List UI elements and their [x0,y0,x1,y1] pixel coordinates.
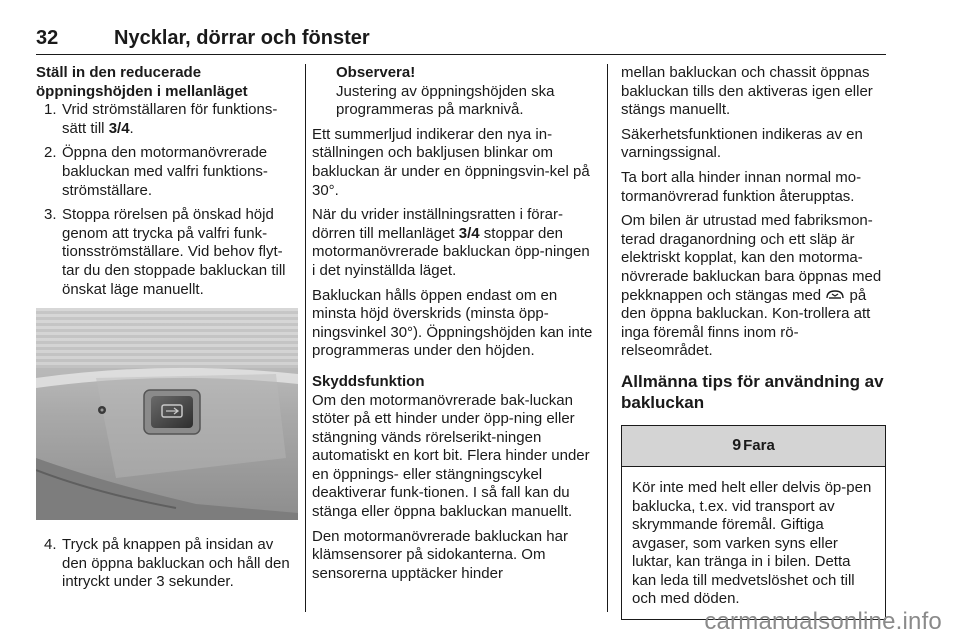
step-number: 2. [44,144,57,162]
note-text: Justering av öppningshöjden ska programmeras på marknivå. [336,82,555,119]
page-number: 32 [36,27,59,49]
subheading-protection: Skyddsfunktion [312,372,425,390]
paragraph-remove-obstacles: Ta bort alla hinder innan normal mo-tormanövrerad funktion återupptas. [621,168,862,205]
step-4 [36,536,298,592]
danger-text: Kör inte med helt eller delvis öp-pen baklucka, t.ex. vid transport av skrymmande föremål. Giftiga avgaser, som varken syns eller luktar, kan tränga in i bilen. Detta kan leda till medvetslöshet och till och med döden. [632,478,872,608]
section-heading-line1: Ställ in den reducerade [36,64,202,81]
step-number: 4. [44,536,57,554]
step-3 [36,206,298,299]
column-1 [36,64,298,598]
column-2 [312,64,596,589]
section-heading-line2: öppningshöjden i mellanläget [36,82,248,100]
paragraph-obstacle: Om den motormanövrerade bak-luckan stöter på ett hinder under öpp-ning eller stängning vänds rörelserikt-ningen automatiskt en kort bit. Flera hinder under en öppnings- eller stängningscykel deaktiverar funk-tionen. I så fall kan du stänga eller öppna bakluckan manuellt. [312,391,590,521]
danger-icon: 9 [732,436,742,454]
step-text: Vrid strömställaren för funktions-sätt till 3/4. [62,101,278,137]
danger-warning-box [621,425,886,620]
paragraph-warning-signal: Säkerhetsfunktionen indikeras av en varningssignal. [621,125,863,162]
tailgate-button-illustration [36,308,298,520]
page-header [36,26,886,55]
column-divider [607,64,608,612]
paragraph-sensors: Den motormanövrerade bakluckan har klämsensorer på sidokanterna. Om sensorerna upptäcker hinder [312,527,568,582]
steps-list [36,101,298,299]
section-title-tips: Allmänna tips för användning av bakluckan [621,371,884,412]
setting-3-4: 3/4 [458,224,480,242]
column-divider [305,64,306,612]
step-1 [36,101,298,138]
steps-list-continued [36,536,298,592]
setting-3-4: 3/4 [108,119,130,137]
step-text: Stoppa rörelsen på önskad höjd genom att trycka på valfri funk-tionsströmställare. Vid behov flyt-tar du den stoppade bakluckan till önskat läge manuellt. [62,206,286,298]
note-block [312,64,596,120]
danger-title: Fara [743,436,775,454]
close-button-icon [825,288,845,302]
paragraph-min-height: Bakluckan hålls öppen endast om en minsta höjd överskrids (minsta öpp-ningsvinkel 30°). Öppningshöjden kan inte programmeras under den höjden. [312,286,593,360]
column-3 [621,64,886,620]
paragraph-buzzer: Ett summerljud indikerar den nya in-ställningen och bakljusen blinkar om bakluckan är under en öppningsvin-kel på 30°. [312,125,590,199]
step-text: Tryck på knappen på insidan av den öppna bakluckan och håll den intryckt under 3 sekunder. [62,536,290,591]
step-number: 3. [44,206,57,224]
step-number: 1. [44,101,57,119]
paragraph-driver-door: När du vrider inställningsratten i förar-dörren till mellanläget 3/4 stoppar den motormanövrerade bakluckan öpp-ningen i det nyinställda läget. [312,206,590,279]
paragraph-chassis: mellan bakluckan och chassit öppnas bakluckan tills den aktiveras igen eller stängs manuellt. [621,64,873,119]
watermark: carmanualsonline.info [704,608,942,635]
step-2 [36,144,298,200]
step-text: Öppna den motormanövrerade bakluckan med valfri funktions-strömställare. [62,144,268,199]
note-title: Observera! [336,64,416,81]
paragraph-towing: Om bilen är utrustad med fabriksmon-terad draganordning och ett släp är elektriskt kopplat, kan den motorma-növrerade bakluckan bara öppnas med pekknappen och stängas med på den öppna bakluckan. Kon-trollera att inga föremål finns inom rö-relseområdet. [621,212,882,360]
page-title: Nycklar, dörrar och fönster [114,27,370,49]
danger-header [622,426,885,467]
